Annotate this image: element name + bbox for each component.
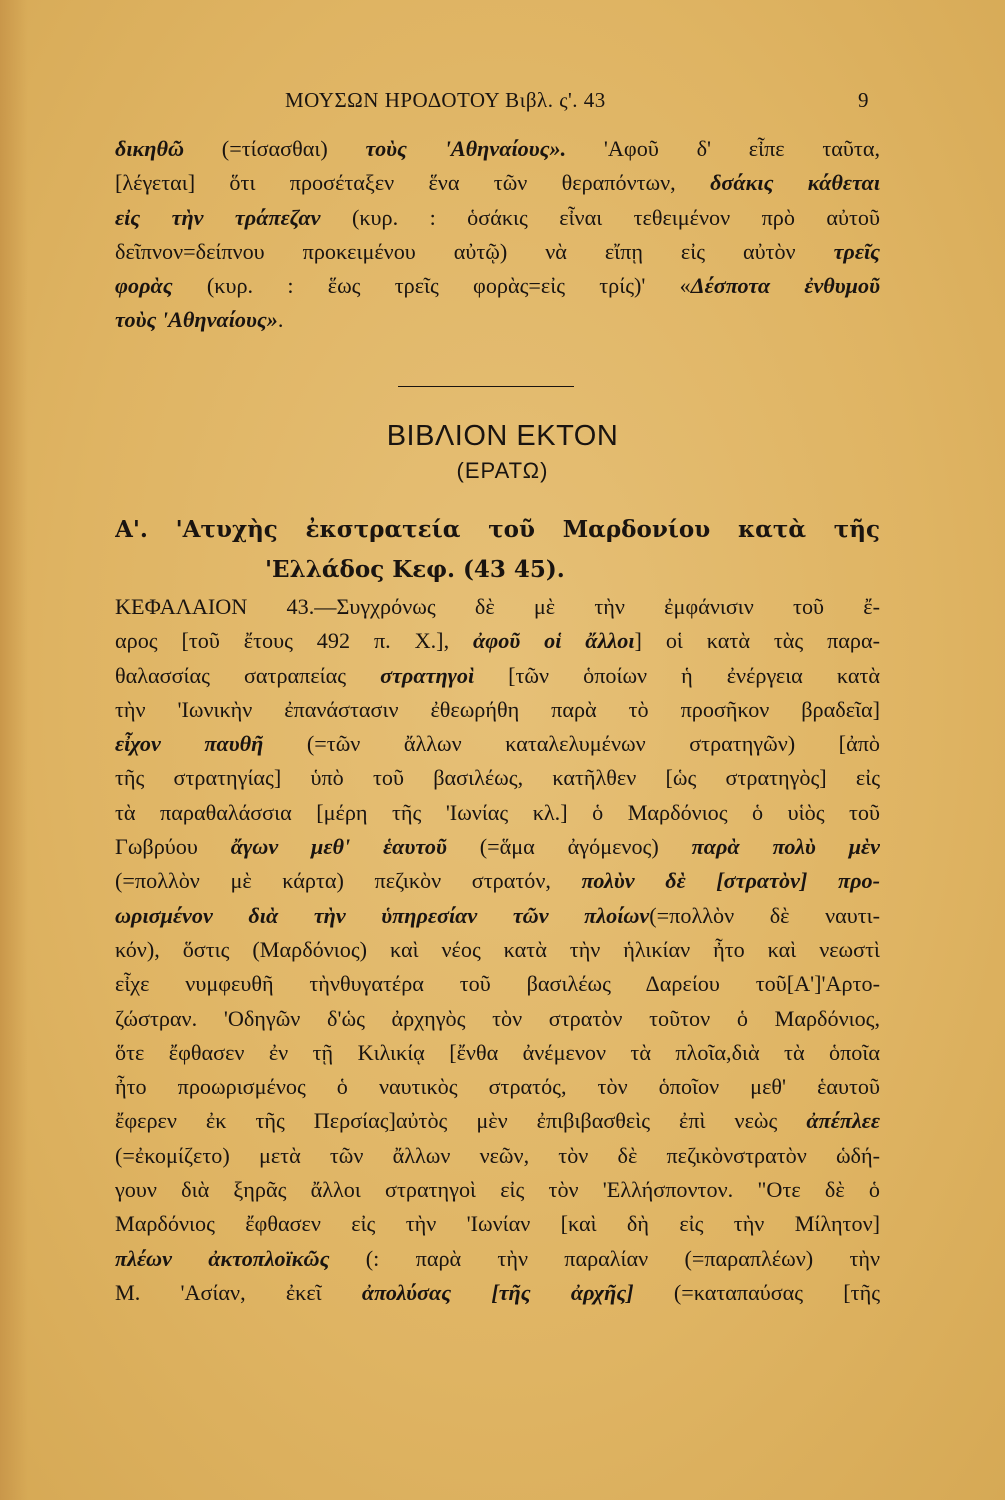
text-run: εἶχε νυμφευθῆ τὴνθυγατέρα τοῦ βασιλέως Δαρείου τοῦ[Α']'Αρτο- (115, 971, 880, 997)
text-run: (: παρὰ τὴν παραλίαν (=παραπλέων) τὴν (329, 1245, 880, 1271)
text-line (115, 1036, 880, 1070)
text-line (115, 693, 880, 727)
text-run: (=τῶν ἄλλων καταλελυμένων στρατηγῶν) [ἀπὸ (263, 731, 880, 757)
book-title: ΒΙΒΛΙΟΝ ΕΚΤΟΝ (386, 420, 619, 452)
text-run: αρος [τοῦ ἔτους 492 π. Χ.], (115, 628, 474, 654)
text-run: ζώστραν. 'Οδηγῶν δ'ὡς ἀρχηγὸς τὸν στρατὸν τοῦτον ὁ Μαρδόνιος, (115, 1005, 880, 1031)
bold-term: παρὰ πολὺ μὲν (691, 834, 880, 860)
bold-term: Δέσποτα ἐνθυμοῦ (690, 273, 880, 299)
bold-term: τοὺς 'Αθηναίους» (115, 307, 278, 333)
bold-term: πολὺν δὲ [στρατὸν] προ- (581, 868, 880, 894)
text-run: τὰ παραθαλάσσια [μέρη τῆς 'Ιωνίας κλ.] ὁ Μαρδόνιος ὁ υἱὸς τοῦ (115, 799, 880, 825)
bold-term: ἀπέπλεε (806, 1108, 880, 1134)
text-line (115, 1173, 880, 1207)
text-line (115, 1139, 880, 1173)
text-run: (=ἅμα ἀγόμενος) (446, 834, 692, 860)
chapter-paragraph (115, 590, 880, 1310)
bold-term: τρεῖς (833, 238, 880, 264)
text-line (115, 303, 880, 337)
text-run: (=πολλὸν δὲ ναυτι- (649, 902, 880, 928)
book-subtitle: (ΕΡΑΤΩ) (456, 458, 549, 483)
text-line (115, 201, 880, 235)
text-line (115, 235, 880, 269)
bold-term: εἰς τὴν τράπεζαν (115, 204, 321, 230)
text-run: (κυρ. : ἕως τρεῖς φορὰς=εἰς τρίς)' « (172, 273, 691, 299)
text-run: γουν διὰ ξηρᾶς ἄλλοι στρατηγοὶ εἰς τὸν 'Ελλήσποντον. "Οτε δὲ ὁ (115, 1177, 880, 1203)
bold-term: ἀπολύσας [τῆς ἀρχῆς] (361, 1279, 634, 1305)
text-run: (=πολλὸν μὲ κάρτα) πεζικὸν στρατόν, (115, 868, 582, 894)
text-run: θαλασσίας σατραπείας (115, 662, 381, 688)
text-line (115, 659, 880, 693)
page-gutter-shadow (0, 0, 28, 1500)
text-run: ] οἱ κατὰ τὰς παρα- (634, 628, 880, 654)
text-line (115, 1070, 880, 1104)
section-heading (115, 510, 880, 590)
text-line (115, 796, 880, 830)
text-run: . (277, 307, 284, 333)
text-line (115, 1242, 880, 1276)
text-line (115, 132, 880, 166)
text-line (115, 830, 880, 864)
text-line (115, 269, 880, 303)
text-run: Μ. 'Ασίαν, ἐκεῖ (115, 1279, 362, 1305)
page-number: 9 (858, 88, 869, 112)
text-run: 'Αφοῦ δ' εἶπε ταῦτα, (566, 136, 880, 161)
text-run: ὅτε ἔφθασεν ἐν τῇ Κιλικίᾳ [ἔνθα ἀνέμενον τὰ πλοῖα,διὰ τὰ ὁποῖα (115, 1039, 880, 1065)
section-divider (398, 386, 574, 387)
text-run: Μαρδόνιος ἔφθασεν εἰς τὴν 'Ιωνίαν [καὶ δὴ εἰς τὴν Μίλητον] (115, 1211, 880, 1237)
text-line (115, 1276, 880, 1310)
text-line (115, 590, 880, 624)
text-run: τὴν 'Ιωνικὴν ἐπανάστασιν ἐθεωρήθη παρὰ τὸ προσῆκον βραδεῖα] (115, 696, 880, 722)
text-line (115, 933, 880, 967)
text-run: κόν), ὅστις (Μαρδόνιος) καὶ νέος κατὰ τὴν ἡλικίαν ἦτο καὶ νεωστὶ (115, 936, 880, 962)
bold-term: ἀφοῦ οἱ ἄλλοι (473, 628, 635, 654)
text-run: [λέγεται] ὅτι προσέταξεν ἕνα τῶν θεραπόντων, (115, 170, 711, 196)
text-run: (=καταπαύσας [τῆς (633, 1279, 880, 1305)
top-paragraph (115, 132, 880, 338)
bold-term: πλέων ἀκτοπλοϊκῶς (115, 1245, 330, 1271)
bold-term: δικηθῶ (115, 136, 185, 161)
bold-term: δσάκις κάθεται (710, 170, 880, 196)
bold-term: ωρισμένον διὰ τὴν ὑπηρεσίαν τῶν πλοίων (115, 902, 650, 928)
text-run: ἦτο προωρισμένος ὁ ναυτικὸς στρατός, τὸν ὁποῖον μεθ' ἑαυτοῦ (115, 1074, 880, 1100)
bold-term: τοὺς 'Αθηναίους». (365, 136, 567, 161)
text-line (115, 967, 880, 1001)
text-run: (=ἐκομίζετο) μετὰ τῶν ἄλλων νεῶν, τὸν δὲ πεζικὸνστρατὸν ὡδή- (115, 1142, 880, 1168)
running-header: ΜΟΥΣΩΝ ΗΡΟΔΟΤΟΥ Βιβλ. ς'. 43 (285, 88, 606, 112)
bold-term: φορὰς (115, 273, 173, 299)
text-run: (κυρ. : ὁσάκις εἶναι τεθειμένον πρὸ αὐτοῦ (320, 204, 880, 230)
text-line (115, 727, 880, 761)
text-line (115, 1002, 880, 1036)
text-line (115, 864, 880, 898)
bold-term: ἄγων μεθ' ἑαυτοῦ (230, 834, 447, 860)
text-run: τῆς στρατηγίας] ὑπὸ τοῦ βασιλέως, κατῆλθεν [ὡς στρατηγὸς] εἰς (115, 765, 880, 791)
text-run: ἔφερεν ἐκ τῆς Περσίας]αὐτὸς μὲν ἐπιβιβασθεὶς ἐπὶ νεὼς (115, 1108, 807, 1134)
text-run: [τῶν ὁποίων ἡ ἐνέργεια κατὰ (474, 662, 880, 688)
text-run: Γωβρύου (115, 834, 231, 860)
bold-term: εἶχον παυθῆ (115, 731, 264, 757)
text-run: δεῖπνον=δείπνου προκειμένου αὐτῷ) νὰ εἴπῃ εἰς αὐτὸν (115, 238, 834, 264)
text-line (115, 1207, 880, 1241)
text-line (115, 899, 880, 933)
bold-term: στρατηγοὶ (380, 662, 475, 688)
text-run: (=τίσασθαι) (184, 136, 366, 161)
text-line (115, 624, 880, 658)
text-line (115, 1104, 880, 1138)
text-line (115, 761, 880, 795)
section-heading-line-1: Α'. 'Ατυχὴς ἐκστρατεία τοῦ Μαρδονίου κατὰ τῆς (115, 516, 880, 543)
section-heading-line-2: 'Ελλάδος Κεφ. (43 45). (265, 556, 565, 583)
text-line (115, 166, 880, 200)
text-run: ΚΕΦΑΛΑΙΟΝ 43.—Συγχρόνως δὲ μὲ τὴν ἐμφάνισιν τοῦ ἔ- (115, 594, 880, 619)
